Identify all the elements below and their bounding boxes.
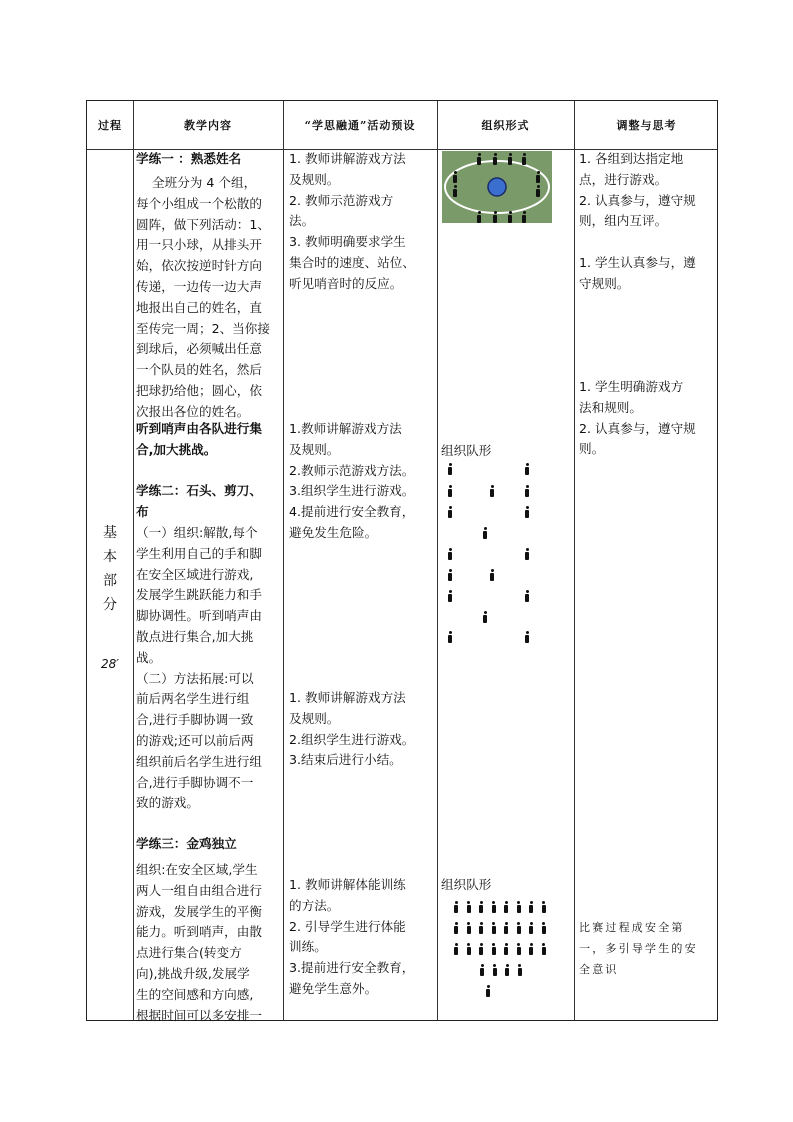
person-icon xyxy=(478,922,484,934)
content-line: 组织:在安全区域,学生 xyxy=(136,862,258,877)
person-icon xyxy=(541,901,547,913)
content-line: 向),挑战升级,发展学 xyxy=(136,966,250,981)
person-icon xyxy=(447,485,453,497)
person-icon xyxy=(541,943,547,955)
col-divider xyxy=(437,101,438,1020)
person-icon xyxy=(492,211,498,223)
activity-line: 2.组织学生进行游戏。 xyxy=(289,731,415,747)
person-icon xyxy=(517,964,523,976)
activity-line: 3.提前进行安全教育， xyxy=(289,960,415,976)
reflection-line: 1. 各组到达指定地 xyxy=(579,151,684,166)
person-icon xyxy=(524,506,530,518)
content-line: 全班分为 4 个组， xyxy=(136,175,257,190)
content-line: 合,加大挑战。 xyxy=(136,441,217,457)
lesson-table xyxy=(86,100,718,1021)
content-line: 把球扔给他；圆心，依 xyxy=(136,383,262,398)
content-line: 圆阵，做下列活动：1、 xyxy=(136,216,270,232)
activity-line: 2. 教师示范游戏方 xyxy=(289,192,394,208)
content-line: 脚协调性。听到哨声由 xyxy=(136,608,262,624)
content-line: 学练二：石头、剪刀、 xyxy=(136,483,262,498)
activity-line: 1. 教师讲解体能训练 xyxy=(289,877,406,892)
person-icon xyxy=(524,463,530,475)
person-icon xyxy=(507,211,513,223)
header-activity: “学思融通”活动预设 xyxy=(304,119,416,132)
person-icon xyxy=(453,901,459,913)
reflection-line: 守规则。 xyxy=(579,275,630,291)
content-line: 布 xyxy=(136,503,149,519)
person-icon xyxy=(466,943,472,955)
content-line: 致的游戏。 xyxy=(136,795,199,811)
activity-line: 及规则。 xyxy=(289,710,340,726)
reflection-line: 比赛过程成安全第 xyxy=(579,921,685,934)
content-line: 始，依次按逆时针方向 xyxy=(136,258,262,274)
content-line: 一个队员的姓名，然后 xyxy=(136,362,262,378)
formation-label-1: 组织队形 xyxy=(441,443,492,458)
person-icon xyxy=(491,922,497,934)
person-icon xyxy=(485,985,491,997)
person-icon xyxy=(524,631,530,643)
activity-line: 3.结束后进行小结。 xyxy=(289,752,402,768)
content-line: 每个小组成一个松散的 xyxy=(136,195,262,211)
content-line: 学练一 ：熟悉姓名 xyxy=(136,151,242,166)
activity-line: 的方法。 xyxy=(289,897,340,913)
content-line: 学练三：金鸡独立 xyxy=(136,836,237,851)
content-line: 根据时间可以多安排一 xyxy=(136,1007,262,1023)
person-icon xyxy=(492,153,498,165)
person-icon xyxy=(447,569,453,581)
person-icon xyxy=(516,901,522,913)
section-label: 基 本 部 分 xyxy=(103,525,117,613)
person-icon xyxy=(503,901,509,913)
content-line: 次报出各位的姓名。 xyxy=(136,403,250,419)
content-line: 合,进行手脚协调不一 xyxy=(136,774,254,790)
header-content: 教学内容 xyxy=(184,119,232,132)
ball-icon xyxy=(488,178,506,196)
person-icon xyxy=(447,463,453,475)
person-icon xyxy=(482,611,488,623)
content-line: 学生利用自己的手和脚 xyxy=(136,545,262,561)
person-icon xyxy=(491,943,497,955)
reflection-line: 2. 认真参与，遵守规 xyxy=(579,192,696,208)
content-line: 地报出自己的姓名，直 xyxy=(136,299,262,315)
reflection-line: 1. 学生认真参与，遵 xyxy=(579,255,696,270)
person-icon xyxy=(528,922,534,934)
person-icon xyxy=(528,943,534,955)
activity-line: 2. 引导学生进行体能 xyxy=(289,918,406,934)
activity-line: 3.组织学生进行游戏。 xyxy=(289,483,415,499)
reflection-line: 1. 学生明确游戏方 xyxy=(579,379,684,394)
activity-line: 集合时的速度、站位、 xyxy=(289,255,415,270)
person-icon xyxy=(541,922,547,934)
person-icon xyxy=(524,548,530,560)
activity-line: 1. 教师讲解游戏方法 xyxy=(289,151,406,166)
header-process: 过程 xyxy=(98,119,122,132)
reflection-line: 点，进行游戏。 xyxy=(579,171,668,187)
content-line: 两人一组自由组合进行 xyxy=(136,882,262,898)
content-line: 能力。听到哨声，由散 xyxy=(136,924,262,940)
col-divider xyxy=(133,101,134,1020)
activity-line: 及规则。 xyxy=(289,441,340,457)
person-icon xyxy=(516,922,522,934)
reflection-line: 全意识 xyxy=(579,963,619,976)
content-line: 在安全区域进行游戏, xyxy=(136,566,254,582)
reflection-line: 则。 xyxy=(579,441,605,457)
content-line: 的游戏;还可以前后两 xyxy=(136,733,254,748)
person-icon xyxy=(453,922,459,934)
person-icon xyxy=(528,901,534,913)
person-icon xyxy=(478,943,484,955)
reflection-line: 一，多引导学生的安 xyxy=(579,942,698,955)
person-icon xyxy=(521,153,527,165)
person-icon xyxy=(452,171,458,183)
activity-line: 法。 xyxy=(289,213,315,229)
person-icon xyxy=(524,485,530,497)
person-icon xyxy=(452,185,458,197)
content-line: 散点进行集合,加大挑 xyxy=(136,629,254,644)
col-divider xyxy=(283,101,284,1020)
person-icon xyxy=(489,485,495,497)
person-icon xyxy=(447,548,453,560)
person-icon xyxy=(479,964,485,976)
person-icon xyxy=(453,943,459,955)
person-icon xyxy=(476,153,482,165)
content-line: 点进行集合(转变方 xyxy=(136,945,242,961)
person-icon xyxy=(504,964,510,976)
section-time: 28′ xyxy=(101,657,119,671)
content-line: 传递，一边传一边大声 xyxy=(136,279,262,294)
person-icon xyxy=(476,211,482,223)
activity-line: 3. 教师明确要求学生 xyxy=(289,234,406,250)
content-line: 用一只小球，从排头开 xyxy=(136,237,262,253)
content-line: （一）组织:解散,每个 xyxy=(136,525,258,540)
content-line: 前后两名学生进行组 xyxy=(136,691,250,707)
person-icon xyxy=(503,922,509,934)
reflection-line: 2. 认真参与，遵守规 xyxy=(579,420,696,436)
person-icon xyxy=(447,631,453,643)
activity-line: 及规则。 xyxy=(289,171,340,187)
person-icon xyxy=(466,922,472,934)
person-icon xyxy=(491,901,497,913)
reflection-line: 则，组内互评。 xyxy=(579,213,668,229)
header-organization: 组织形式 xyxy=(481,119,530,132)
person-icon xyxy=(535,171,541,183)
activity-line: 听见哨音时的反应。 xyxy=(289,275,403,291)
person-icon xyxy=(492,964,498,976)
activity-line: 避免学生意外。 xyxy=(289,981,378,996)
content-line: 游戏，发展学生的平衡 xyxy=(136,903,262,919)
header-reflection: 调整与思考 xyxy=(616,119,677,132)
person-icon xyxy=(507,153,513,165)
activity-line: 1.教师讲解游戏方法 xyxy=(289,421,402,436)
person-icon xyxy=(447,590,453,602)
reflection-line: 法和规则。 xyxy=(579,399,642,415)
col-divider xyxy=(574,101,575,1020)
person-icon xyxy=(535,185,541,197)
content-line: 组织前后名学生进行组 xyxy=(136,753,262,769)
person-icon xyxy=(516,943,522,955)
content-line: （二）方法拓展:可以 xyxy=(136,670,254,686)
content-line: 发展学生跳跃能力和手 xyxy=(136,587,262,603)
person-icon xyxy=(524,590,530,602)
person-icon xyxy=(447,506,453,518)
person-icon xyxy=(482,527,488,539)
person-icon xyxy=(478,901,484,913)
person-icon xyxy=(489,569,495,581)
content-line: 生的空间感和方向感, xyxy=(136,986,254,1002)
person-icon xyxy=(466,901,472,913)
activity-line: 1. 教师讲解游戏方法 xyxy=(289,690,406,705)
content-line: 至传完一周；2、当你接 xyxy=(136,320,270,336)
content-line: 听到哨声由各队进行集 xyxy=(136,421,262,436)
content-line: 合,进行手脚协调一致 xyxy=(136,712,254,728)
activity-line: 训练。 xyxy=(289,939,327,955)
activity-line: 避免发生危险。 xyxy=(289,525,378,540)
formation-label-2: 组织队形 xyxy=(441,877,492,892)
content-line: 到球后，必须喊出任意 xyxy=(136,341,262,357)
activity-line: 2.教师示范游戏方法。 xyxy=(289,462,415,478)
activity-line: 4.提前进行安全教育， xyxy=(289,504,415,520)
person-icon xyxy=(503,943,509,955)
content-line: 战。 xyxy=(136,649,162,665)
person-icon xyxy=(521,211,527,223)
